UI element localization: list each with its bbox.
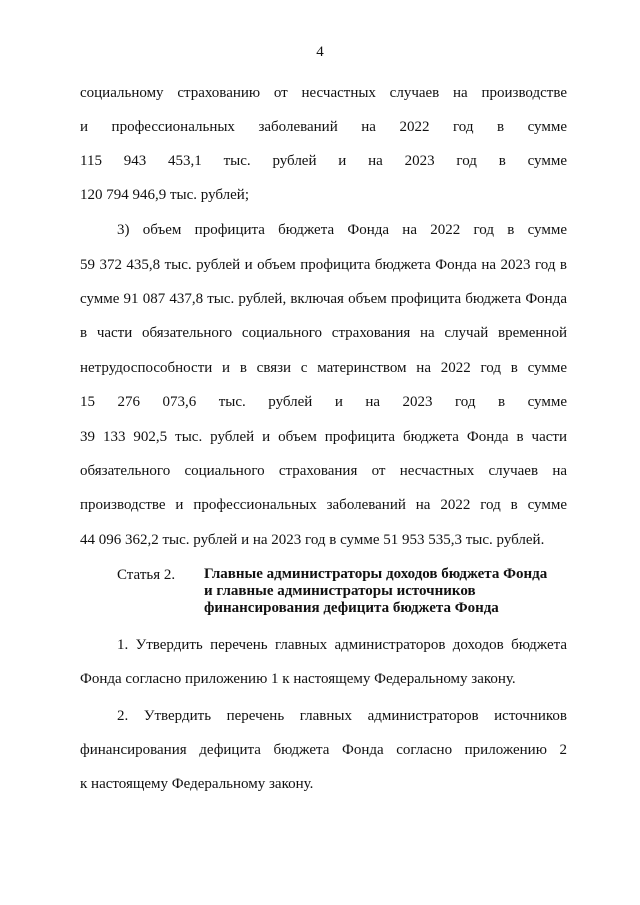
paragraph-line: 115 943 453,1 тыс. рублей и на 2023 год в сумме: [80, 153, 567, 169]
paragraph-line: 120 794 946,9 тыс. рублей;: [80, 187, 249, 203]
paragraph-line: сумме 91 087 437,8 тыс. рублей, включая объем профицита бюджета Фонда: [80, 291, 567, 307]
clause-line: финансирования дефицита бюджета Фонда согласно приложению 2: [80, 742, 567, 758]
page-number: 4: [316, 44, 324, 60]
paragraph-line: социальному страхованию от несчастных случаев на производстве: [80, 85, 567, 101]
article-title: [204, 566, 564, 617]
article-title-line: и главные администраторы источников: [204, 583, 476, 599]
article-title-line: Главные администраторы доходов бюджета Фонда: [204, 566, 548, 582]
article-label: Статья 2.: [117, 567, 176, 583]
clause-line: Фонда согласно приложению 1 к настоящему Федеральному закону.: [80, 671, 516, 687]
paragraph-line: 59 372 435,8 тыс. рублей и объем профицита бюджета Фонда на 2023 год в: [80, 257, 567, 273]
paragraph-line: производстве и профессиональных заболеваний на 2022 год в сумме: [80, 497, 567, 513]
paragraph-line: 15 276 073,6 тыс. рублей и на 2023 год в сумме: [80, 394, 567, 410]
paragraph-line: нетрудоспособности и в связи с материнством на 2022 год в сумме: [80, 360, 567, 376]
paragraph-line: 44 096 362,2 тыс. рублей и на 2023 год в сумме 51 953 535,3 тыс. рублей.: [80, 532, 545, 548]
paragraph-line: 3) объем профицита бюджета Фонда на 2022 год в сумме: [117, 222, 567, 238]
paragraph-line: 39 133 902,5 тыс. рублей и объем профицита бюджета Фонда в части: [80, 429, 567, 445]
clause-line: к настоящему Федеральному закону.: [80, 776, 314, 792]
paragraph-line: в части обязательного социального страхования на случай временной: [80, 325, 567, 341]
article-title-line: финансирования дефицита бюджета Фонда: [204, 600, 499, 616]
paragraph-line: обязательного социального страхования от несчастных случаев на: [80, 463, 567, 479]
paragraph-line: и профессиональных заболеваний на 2022 год в сумме: [80, 119, 567, 135]
clause-line: 2. Утвердить перечень главных администраторов источников: [117, 708, 567, 724]
clause-line: 1. Утвердить перечень главных администраторов доходов бюджета: [117, 637, 567, 653]
